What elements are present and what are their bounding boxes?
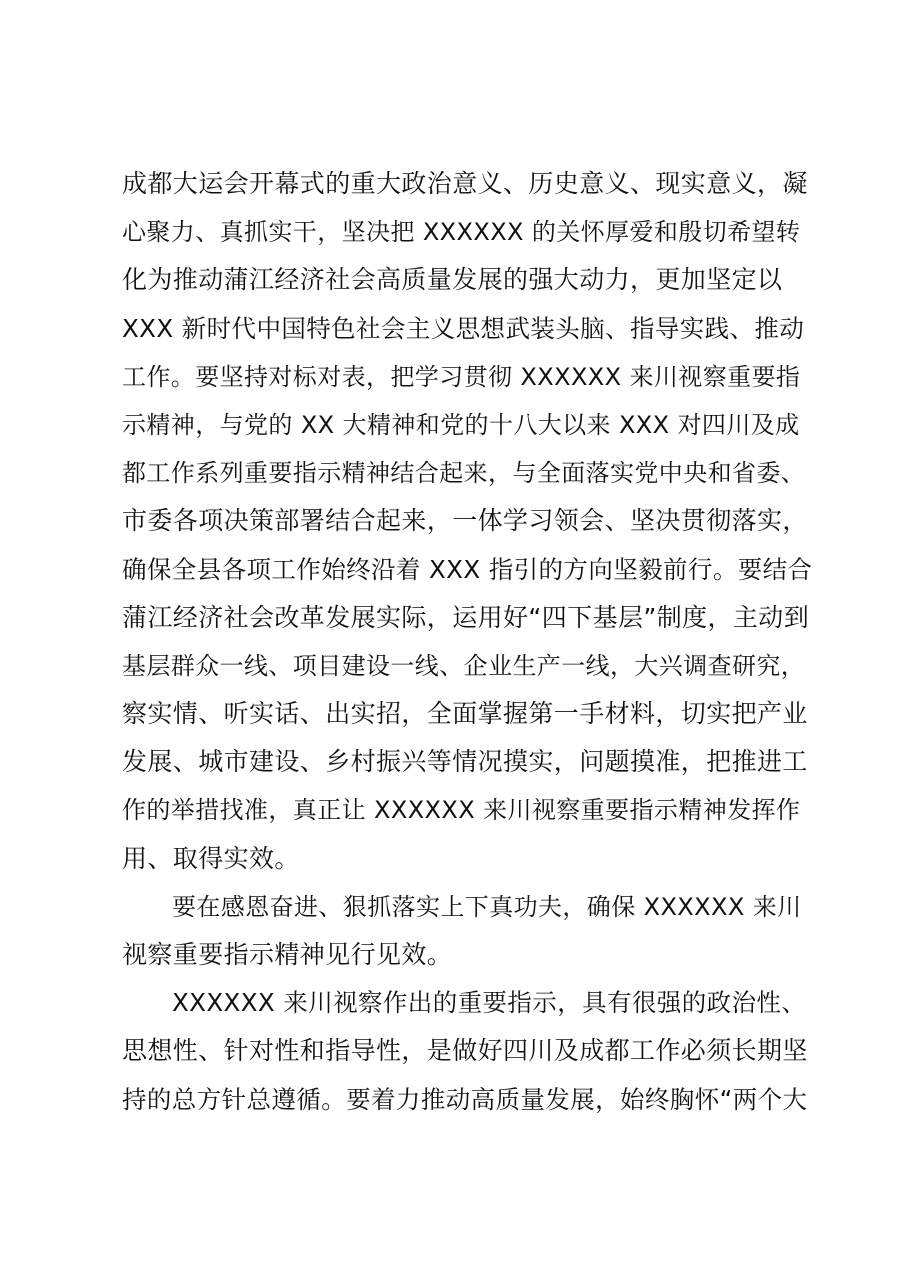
paragraph-first-line: 要在感恩奋进、狠抓落实上下真功夫，确保 XXXXXX 来川 (172, 892, 802, 921)
text-line: 察实情、听实话、出实招，全面掌握第一手材料，切实把产业 (122, 699, 808, 729)
text-line: 示精神，与党的 XX 大精神和党的十八大以来 XXX 对四川及成 (122, 410, 800, 439)
text-line: 视察重要指示精神见行见效。 (122, 940, 453, 969)
document-body (122, 160, 812, 1124)
text-line: 持的总方针总遵循。要着力推动高质量发展，始终胸怀“两个大 (122, 1084, 808, 1114)
text-line: 确保全县各项工作始终沿着 XXX 指引的方向坚毅前行。要结合 (122, 554, 813, 584)
text-line: 发展、城市建设、乡村振兴等情况摸实，问题摸准，把推进工 (122, 747, 808, 777)
text-line: 用、取得实效。 (122, 843, 300, 873)
text-line: 成都大运会开幕式的重大政治意义、历史意义、现实意义，凝 (122, 169, 808, 198)
text-line: 作的举措找准，真正让 XXXXXX 来川视察重要指示精神发挥作 (122, 796, 801, 825)
paragraph-first-line: XXXXXX 来川视察作出的重要指示，具有很强的政治性、 (172, 988, 807, 1018)
text-line: 蒲江经济社会改革发展实际，运用好“四下基层”制度，主动到 (122, 602, 810, 632)
text-line: 都工作系列重要指示精神结合起来，与全面落实党中央和省委、 (122, 459, 806, 488)
text-line: 化为推动蒲江经济社会高质量发展的强大动力，更加坚定以 (122, 265, 783, 295)
text-line: 心聚力、真抓实干，坚决把 XXXXXX 的关怀厚爱和殷切希望转 (122, 218, 801, 247)
text-line: 市委各项决策部署结合起来，一体学习领会、坚决贯彻落实， (122, 506, 808, 536)
text-line: XXX 新时代中国特色社会主义思想武装头脑、指导实践、推动 (122, 313, 805, 343)
text-line: 工作。要坚持对标对表，把学习贯彻 XXXXXX 来川视察重要指 (122, 362, 801, 391)
text-line: 基层群众一线、项目建设一线、企业生产一线，大兴调查研究， (122, 651, 806, 680)
text-line: 思想性、针对性和指导性，是做好四川及成都工作必须长期坚 (122, 1036, 808, 1066)
